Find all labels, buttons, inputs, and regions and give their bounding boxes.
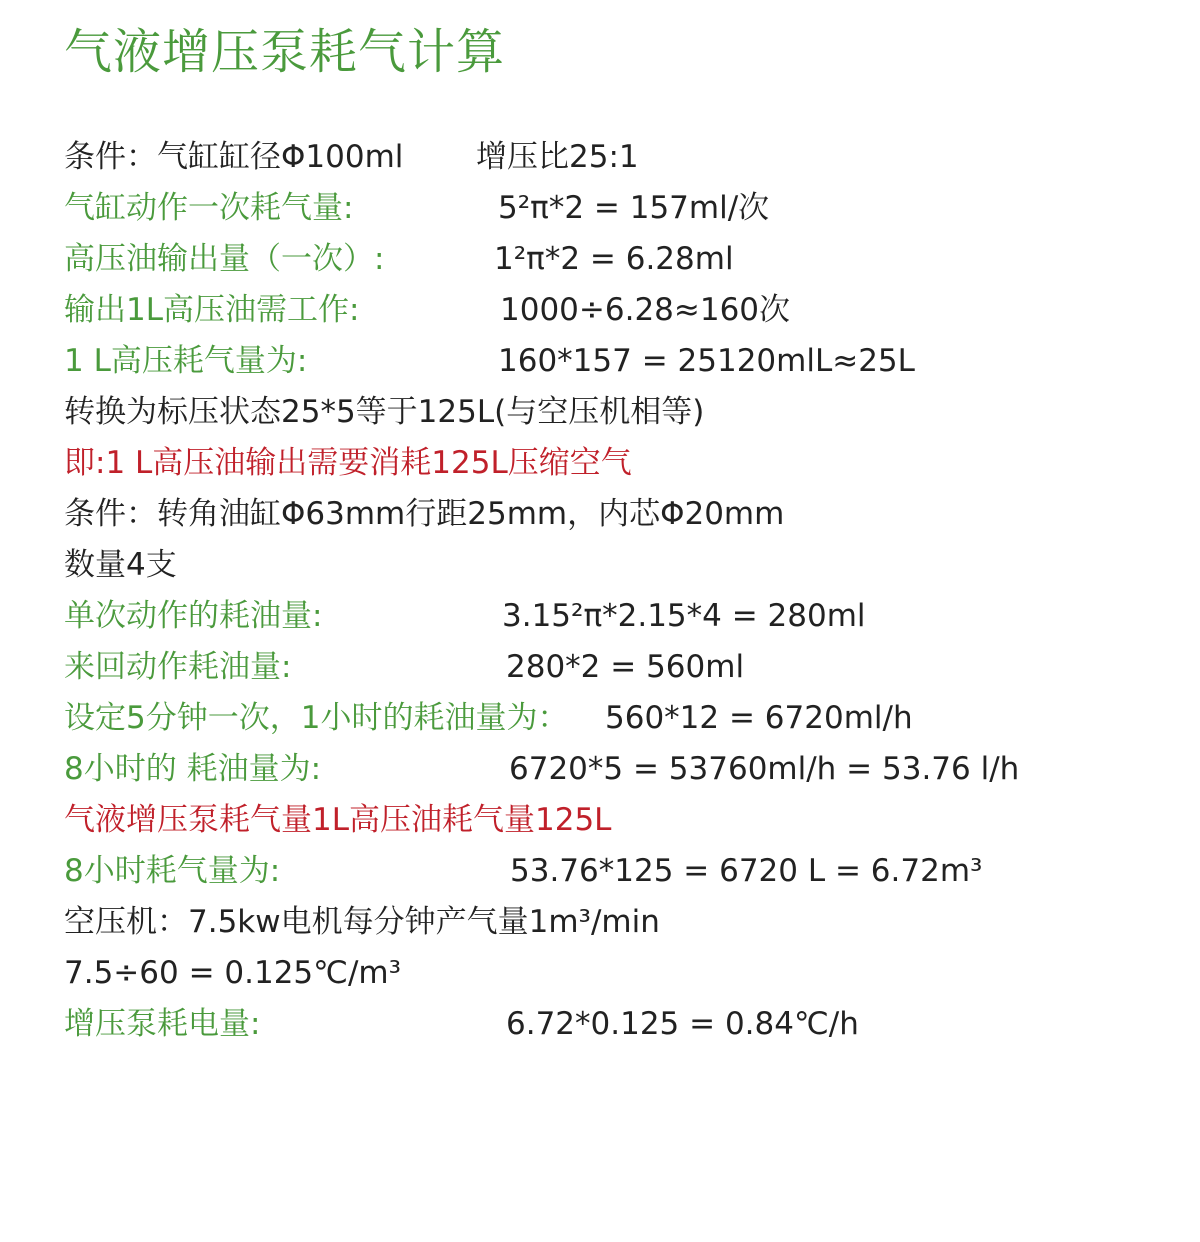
calc-label: 8小时耗气量为: <box>64 853 281 889</box>
calc-label: 设定5分钟一次，1小时的耗油量为： <box>64 700 569 736</box>
calc-line <box>64 234 1164 285</box>
calc-line <box>64 795 1164 846</box>
calc-label: 气液增压泵耗气量1L高压油耗气量125L <box>64 802 612 838</box>
calc-label: 1 L高压耗气量为: <box>64 343 308 379</box>
calc-value: 280*2 = 560ml <box>506 649 745 685</box>
calc-line <box>64 387 1164 438</box>
calc-line <box>64 489 1164 540</box>
calc-line <box>64 948 1164 999</box>
calc-label: 转换为标压状态25*5等于125L(与空压机相等) <box>64 394 705 430</box>
calc-value: 增压比25:1 <box>476 139 639 175</box>
calc-label: 输出1L高压油需工作: <box>64 292 360 328</box>
calculation-lines <box>64 132 1164 1050</box>
calc-line <box>64 540 1164 591</box>
calc-value: 6720*5 = 53760ml/h = 53.76 l/h <box>509 751 1020 787</box>
calc-line <box>64 132 1164 183</box>
calc-line <box>64 438 1164 489</box>
calc-label: 7.5÷60 = 0.125℃/m³ <box>64 955 402 991</box>
calc-label: 即:1 L高压油输出需要消耗125L压缩空气 <box>64 445 632 481</box>
calc-label: 空压机：7.5kw电机每分钟产气量1m³/min <box>64 904 660 940</box>
calc-label: 气缸动作一次耗气量: <box>64 190 354 226</box>
calc-label: 高压油输出量（一次）: <box>64 241 385 277</box>
calc-value: 160*157 = 25120mlL≈25L <box>498 343 915 379</box>
calc-line <box>64 336 1164 387</box>
calc-label: 来回动作耗油量: <box>64 649 292 685</box>
calc-value: 6.72*0.125 = 0.84℃/h <box>506 1006 859 1042</box>
calc-line <box>64 693 1164 744</box>
calc-label: 增压泵耗电量: <box>64 1006 261 1042</box>
calc-line <box>64 999 1164 1050</box>
calc-line <box>64 846 1164 897</box>
calc-line <box>64 744 1164 795</box>
page-title: 气液增压泵耗气计算 <box>64 24 506 80</box>
calc-value: 1²π*2 = 6.28ml <box>494 241 734 277</box>
calc-value: 3.15²π*2.15*4 = 280ml <box>502 598 866 634</box>
calc-value: 5²π*2 = 157ml/次 <box>498 190 770 226</box>
calc-label: 条件：气缸缸径Φ100ml <box>64 139 404 175</box>
calc-line <box>64 183 1164 234</box>
calc-line <box>64 642 1164 693</box>
calc-label: 数量4支 <box>64 547 177 583</box>
calc-line <box>64 591 1164 642</box>
calc-label: 单次动作的耗油量: <box>64 598 323 634</box>
calc-label: 条件：转角油缸Φ63mm行距25mm，内芯Φ20mm <box>64 496 785 532</box>
calc-value: 1000÷6.28≈160次 <box>500 292 791 328</box>
calc-value: 560*12 = 6720ml/h <box>605 700 913 736</box>
calc-line <box>64 285 1164 336</box>
calc-label: 8小时的 耗油量为: <box>64 751 322 787</box>
calc-line <box>64 897 1164 948</box>
calc-value: 53.76*125 = 6720 L = 6.72m³ <box>510 853 983 889</box>
